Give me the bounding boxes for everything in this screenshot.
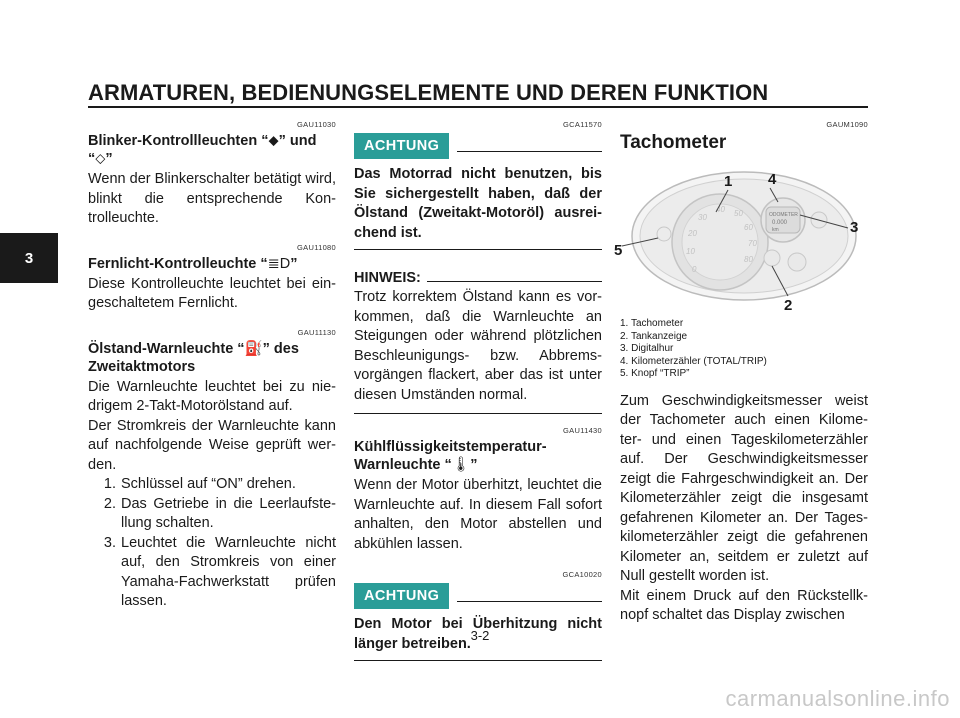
callout-1: 1 (724, 173, 733, 190)
title-text: ” des (262, 340, 299, 357)
warning-text: Den Motor bei Überhitzung nicht länger betreiben. (354, 616, 602, 652)
legend-item: 5. Knopf “TRIP” (620, 368, 690, 379)
section-title-blinker (88, 132, 336, 168)
divider (354, 660, 602, 661)
list-item (88, 534, 336, 612)
section-code: GAU11130 (297, 327, 336, 337)
high-beam-icon: ≣D (267, 255, 291, 272)
column-left (88, 118, 336, 612)
callout-3: 3 (850, 219, 859, 236)
list-item (88, 475, 336, 495)
turn-left-icon: ⬥ (268, 133, 279, 149)
legend-item: 3. Digitalhur (620, 343, 674, 354)
hinweis-label: HINWEIS: (354, 270, 421, 286)
divider (457, 151, 602, 152)
section-code: GAU11080 (297, 242, 336, 252)
section-title-kuehlfluessigkeit (354, 438, 602, 474)
svg-text:0: 0 (692, 265, 697, 274)
title-text: Fernlicht-Kontrolleuchte “ (88, 255, 268, 272)
svg-text:10: 10 (686, 247, 695, 256)
lcd-line-1: ODOMETER (769, 212, 798, 218)
divider (354, 249, 602, 250)
section-title-fernlicht (88, 255, 336, 273)
list-text: Leuchtet die Warnleuchte nicht auf, den Stromkreis von einer Yamaha-Fachwerkstatt prüfen lassen. (121, 534, 336, 609)
paragraph: Wenn der Motor überhitzt, leuchtet die Warnleuchte auf. In diesem Fall sofort anhalten, den Motor abstellen und abkühlen lassen. (354, 477, 602, 552)
divider (427, 281, 602, 282)
divider (354, 413, 602, 414)
section-code: GAUM1090 (826, 120, 868, 129)
section-code: GAU11430 (563, 426, 602, 435)
column-right (614, 118, 868, 626)
section-code: GCA10020 (562, 570, 602, 579)
oil-can-icon: ⛽ (244, 340, 263, 357)
page-header: ARMATUREN, BEDIENUNGSELEMENTE UND DEREN FUNKTION (88, 80, 769, 105)
section-code: GCA11570 (563, 120, 602, 129)
title-text: Warnleuchte “ (354, 457, 452, 473)
title-text: ” (290, 255, 298, 272)
achtung-badge: ACHTUNG (354, 133, 449, 159)
legend-item: 2. Tankanzeige (620, 330, 688, 342)
paragraph: Die Warnleuchte leuchtet bei zu nie-drigem 2-Takt-Motorölstand auf. (88, 378, 336, 414)
section-code: GAU11030 (297, 120, 336, 129)
list-text: Schlüssel auf “ON” drehen. (121, 476, 296, 492)
list-text: Das Getriebe in die Leerlaufste-llung schalten. (121, 495, 336, 531)
lcd-line-3: km (772, 227, 779, 233)
list-number: 2. (103, 495, 116, 512)
callout-2: 2 (784, 297, 793, 314)
achtung-heading (354, 133, 602, 159)
instrument-diagram (614, 160, 868, 314)
title-text: Kühlflüssigkeitstemperatur- (354, 439, 547, 455)
divider (457, 601, 602, 602)
lcd-line-2: 0.000 (772, 220, 788, 226)
svg-text:40: 40 (716, 205, 725, 214)
steps-list (88, 475, 336, 612)
title-text: Blinker-Kontrollleuchten “ (88, 133, 269, 149)
section-title-oelstand (88, 340, 336, 376)
page-number: 3-2 (470, 628, 490, 643)
svg-text:50: 50 (734, 209, 743, 218)
header-rule (88, 106, 868, 108)
paragraph: Diese Kontrolleuchte leuchtet bei ein-geschaltetem Fernlicht. (88, 275, 336, 311)
column-middle (354, 118, 602, 671)
legend-item: 4. Kilometerzähler (TOTAL/TRIP) (620, 355, 767, 367)
list-number: 3. (103, 534, 116, 551)
achtung-heading (354, 583, 602, 609)
instrument-figure (614, 160, 868, 314)
legend-item: 1. Tachometer (620, 318, 684, 329)
title-text: ” (105, 151, 113, 167)
list-item (88, 495, 336, 534)
svg-text:20: 20 (688, 229, 697, 238)
figure-legend (620, 318, 868, 381)
title-text: ” und (278, 133, 317, 149)
section-title-tachometer: Tachometer (620, 132, 727, 153)
paragraph: Zum Geschwindigkeitsmesser weist der Tachometer auch einen Kilome-ter- und einen Tageskilometerzähler auf. Der Geschwindigkeitsmesser zeigt die Fahrgeschwindigkeit an. Der Kilometerzähler zeigt die insgesamt gefahrenen Kilometer an. Der Tages-kilometerzähler zeigt die gefahrenen Kilometer an, seitdem er zuletzt auf Null gestellt worden ist. (620, 392, 868, 584)
svg-text:80: 80 (744, 255, 753, 264)
callout-4: 4 (768, 171, 777, 188)
turn-right-icon: ⬦ (95, 151, 106, 167)
svg-text:70: 70 (748, 239, 757, 248)
paragraph: Der Stromkreis der Warnleuchte kann auf nachfolgende Weise geprüft wer-den. (88, 417, 336, 473)
watermark: carmanualsonline.info (725, 686, 950, 711)
title-text: ” (470, 457, 478, 473)
title-text: Zweitaktmotors (88, 358, 196, 375)
paragraph: Mit einem Druck auf den Rückstellk-nopf schaltet das Display zwischen (620, 587, 868, 623)
svg-text:30: 30 (698, 213, 707, 222)
achtung-badge: ACHTUNG (354, 583, 449, 609)
hinweis-heading (354, 270, 602, 286)
chapter-tab: 3 (0, 233, 58, 283)
warning-text: Das Motorrad nicht benutzen, bis Sie sichergestellt haben, daß der Ölstand (Zweitakt-Motoröl) ausrei-chend ist. (354, 166, 602, 241)
list-number: 1. (103, 476, 116, 492)
title-text: Ölstand-Warnleuchte “ (88, 340, 245, 357)
title-text: “ (88, 151, 96, 167)
svg-text:60: 60 (744, 223, 753, 232)
paragraph: Trotz korrektem Ölstand kann es vor-kommen, daß die Warnleuchte an Steigungen oder während plötzlichen Beschleunigungs- bzw. Abbrems-vorgängen flackert, aber das ist unter diesen Umständen normal. (354, 289, 602, 403)
callout-5: 5 (614, 242, 623, 259)
paragraph: Wenn der Blinkerschalter betätigt wird, blinkt die entsprechende Kon-trolleuchte. (88, 171, 336, 226)
thermometer-icon: 🌡 (451, 457, 471, 473)
